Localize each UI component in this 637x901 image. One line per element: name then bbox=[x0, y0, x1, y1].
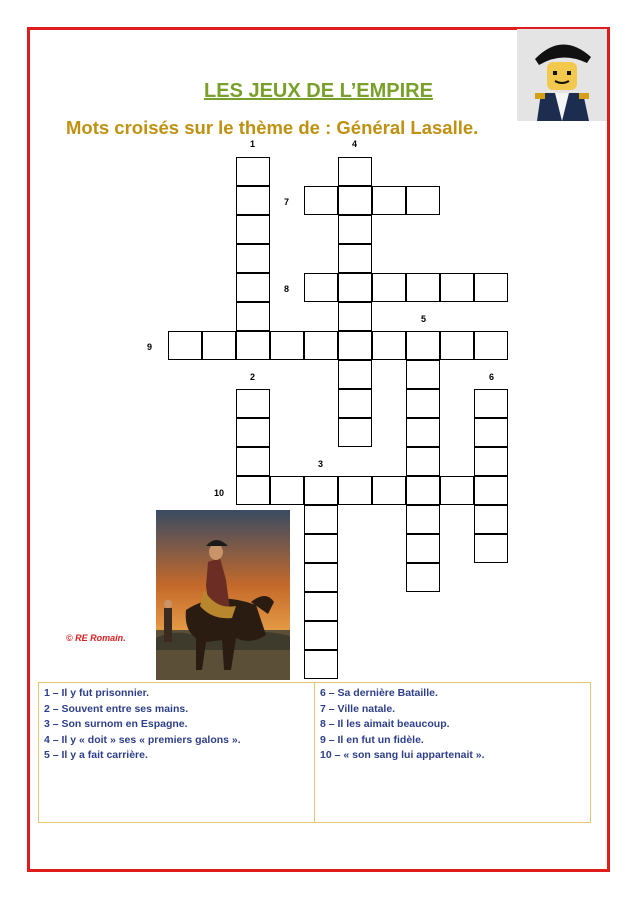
crossword-cell[interactable] bbox=[202, 331, 236, 360]
crossword-cell[interactable] bbox=[474, 476, 508, 505]
page-subtitle: Mots croisés sur le thème de : Général Lasalle. bbox=[66, 117, 479, 138]
clues-right-column bbox=[314, 683, 590, 822]
clue-number-2: 2 bbox=[250, 372, 256, 382]
crossword-cell[interactable] bbox=[304, 592, 338, 621]
crossword-cell[interactable] bbox=[440, 273, 474, 302]
crossword-cell[interactable] bbox=[270, 331, 304, 360]
crossword-cell[interactable] bbox=[474, 447, 508, 476]
crossword-cell[interactable] bbox=[406, 186, 440, 215]
crossword-cell[interactable] bbox=[236, 244, 270, 273]
crossword-cell[interactable] bbox=[304, 476, 338, 505]
copyright-credit: © RE Romain. bbox=[66, 633, 126, 643]
clue-4: 4 – Il y « doit » ses « premiers galons ». bbox=[44, 733, 241, 746]
crossword-cell[interactable] bbox=[304, 186, 338, 215]
crossword-cell[interactable] bbox=[338, 360, 372, 389]
crossword-cell[interactable] bbox=[338, 418, 372, 447]
clue-number-10: 10 bbox=[214, 488, 225, 498]
crossword-cell[interactable] bbox=[236, 447, 270, 476]
crossword-cell[interactable] bbox=[406, 563, 440, 592]
clue-number-7: 7 bbox=[284, 197, 290, 207]
clue-number-1: 1 bbox=[250, 139, 256, 149]
clue-6: 6 – Sa dernière Bataille. bbox=[320, 687, 438, 699]
clue-3: 3 – Son surnom en Espagne. bbox=[44, 718, 188, 730]
clue-10: 10 – « son sang lui appartenait ». bbox=[320, 749, 485, 761]
crossword-cell[interactable] bbox=[440, 476, 474, 505]
crossword-cell[interactable] bbox=[406, 534, 440, 563]
clue-number-6: 6 bbox=[489, 372, 495, 382]
crossword-cell[interactable] bbox=[406, 505, 440, 534]
crossword-cell[interactable] bbox=[236, 331, 270, 360]
crossword-cell[interactable] bbox=[474, 505, 508, 534]
crossword-cell[interactable] bbox=[168, 331, 202, 360]
crossword-cell[interactable] bbox=[270, 476, 304, 505]
crossword-cell[interactable] bbox=[338, 476, 372, 505]
crossword-cell[interactable] bbox=[304, 534, 338, 563]
crossword-cell[interactable] bbox=[440, 331, 474, 360]
crossword-cell[interactable] bbox=[236, 273, 270, 302]
crossword-cell[interactable] bbox=[406, 389, 440, 418]
crossword-cell[interactable] bbox=[372, 186, 406, 215]
clue-number-5: 5 bbox=[421, 314, 427, 324]
crossword-cell[interactable] bbox=[236, 215, 270, 244]
clue-7: 7 – Ville natale. bbox=[320, 702, 396, 715]
crossword-cell[interactable] bbox=[304, 505, 338, 534]
crossword-cell[interactable] bbox=[304, 563, 338, 592]
clues-left-column bbox=[39, 683, 314, 822]
crossword-cell[interactable] bbox=[236, 476, 270, 505]
clue-1: 1 – Il y fut prisonnier. bbox=[44, 687, 150, 699]
crossword-cell[interactable] bbox=[372, 476, 406, 505]
clue-2: 2 – Souvent entre ses mains. bbox=[44, 702, 189, 715]
clues-box bbox=[38, 682, 591, 823]
crossword-cell[interactable] bbox=[338, 215, 372, 244]
crossword-cell[interactable] bbox=[406, 273, 440, 302]
clue-number-3: 3 bbox=[318, 459, 324, 469]
napoleon-portrait-image bbox=[517, 29, 607, 121]
crossword-cell[interactable] bbox=[338, 244, 372, 273]
crossword-cell[interactable] bbox=[338, 389, 372, 418]
clue-8: 8 – Il les aimait beaucoup. bbox=[320, 718, 450, 730]
clue-5: 5 – Il y a fait carrière. bbox=[44, 749, 148, 761]
lasalle-painting-image bbox=[156, 510, 290, 680]
crossword-cell[interactable] bbox=[406, 418, 440, 447]
crossword-cell[interactable] bbox=[236, 157, 270, 186]
crossword-cell[interactable] bbox=[236, 418, 270, 447]
crossword-cell[interactable] bbox=[372, 331, 406, 360]
crossword-cell[interactable] bbox=[474, 418, 508, 447]
clue-9: 9 – Il en fut un fidèle. bbox=[320, 733, 424, 746]
crossword-cell[interactable] bbox=[372, 273, 406, 302]
crossword-cell[interactable] bbox=[304, 331, 338, 360]
crossword-cell[interactable] bbox=[474, 273, 508, 302]
crossword-cell[interactable] bbox=[304, 273, 338, 302]
clue-number-4: 4 bbox=[352, 139, 358, 149]
crossword-cell[interactable] bbox=[406, 476, 440, 505]
clue-number-9: 9 bbox=[147, 342, 153, 352]
crossword-cell[interactable] bbox=[304, 650, 338, 679]
crossword-cell[interactable] bbox=[474, 331, 508, 360]
crossword-cell[interactable] bbox=[406, 331, 440, 360]
crossword-cell[interactable] bbox=[474, 534, 508, 563]
crossword-cell[interactable] bbox=[338, 331, 372, 360]
crossword-cell[interactable] bbox=[406, 360, 440, 389]
crossword-cell[interactable] bbox=[338, 273, 372, 302]
crossword-cell[interactable] bbox=[236, 389, 270, 418]
crossword-cell[interactable] bbox=[406, 447, 440, 476]
page-title: LES JEUX DE L’EMPIRE bbox=[204, 80, 433, 102]
crossword-cell[interactable] bbox=[304, 621, 338, 650]
crossword-cell[interactable] bbox=[236, 186, 270, 215]
crossword-cell[interactable] bbox=[338, 186, 372, 215]
crossword-cell[interactable] bbox=[338, 302, 372, 331]
clue-number-8: 8 bbox=[284, 284, 290, 294]
crossword-cell[interactable] bbox=[474, 389, 508, 418]
crossword-cell[interactable] bbox=[338, 157, 372, 186]
crossword-cell[interactable] bbox=[236, 302, 270, 331]
